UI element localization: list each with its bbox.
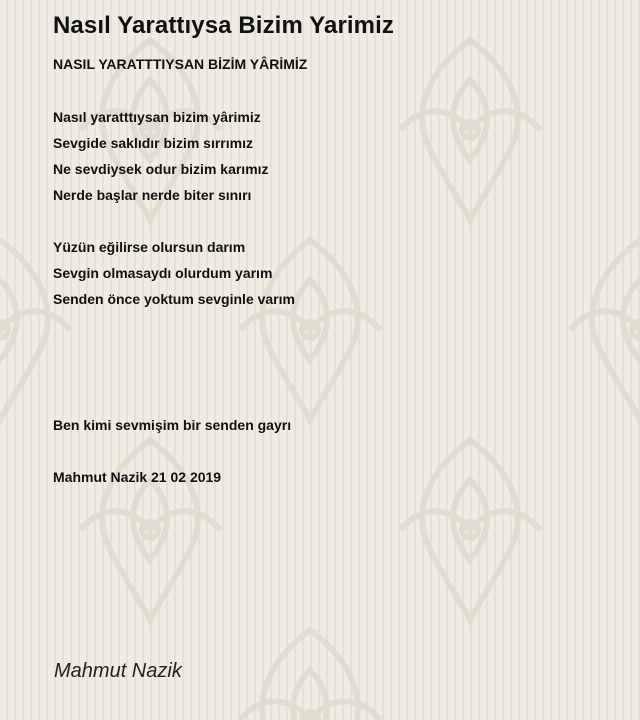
stanza1-line-4: Nerde başlar nerde biter sınırı: [53, 187, 252, 203]
stanza2-line-3: Senden önce yoktum sevginle varım: [53, 291, 295, 307]
closing-line: Ben kimi sevmişim bir senden gayrı: [53, 417, 292, 433]
signature-date: Mahmut Nazik 21 02 2019: [53, 469, 222, 485]
stanza2-line-2: Sevgin olmasaydı olurdum yarım: [53, 265, 273, 281]
poem-subtitle: NASIL YARATTTIYSAN BİZİM YÂRİMİZ: [53, 56, 308, 72]
stanza2-line-1: Yüzün eğilirse olursun darım: [53, 239, 246, 255]
stanza1-line-3: Ne sevdiysek odur bizim karımız: [53, 161, 269, 177]
stanza1-line-1: Nasıl yaratttıysan bizim yârimiz: [53, 109, 261, 125]
poem-title: Nasıl Yarattıysa Bizim Yarimiz: [53, 12, 394, 39]
stanza1-line-2: Sevgide saklıdır bizim sırrımız: [53, 135, 253, 151]
author-name: Mahmut Nazik: [54, 660, 182, 682]
